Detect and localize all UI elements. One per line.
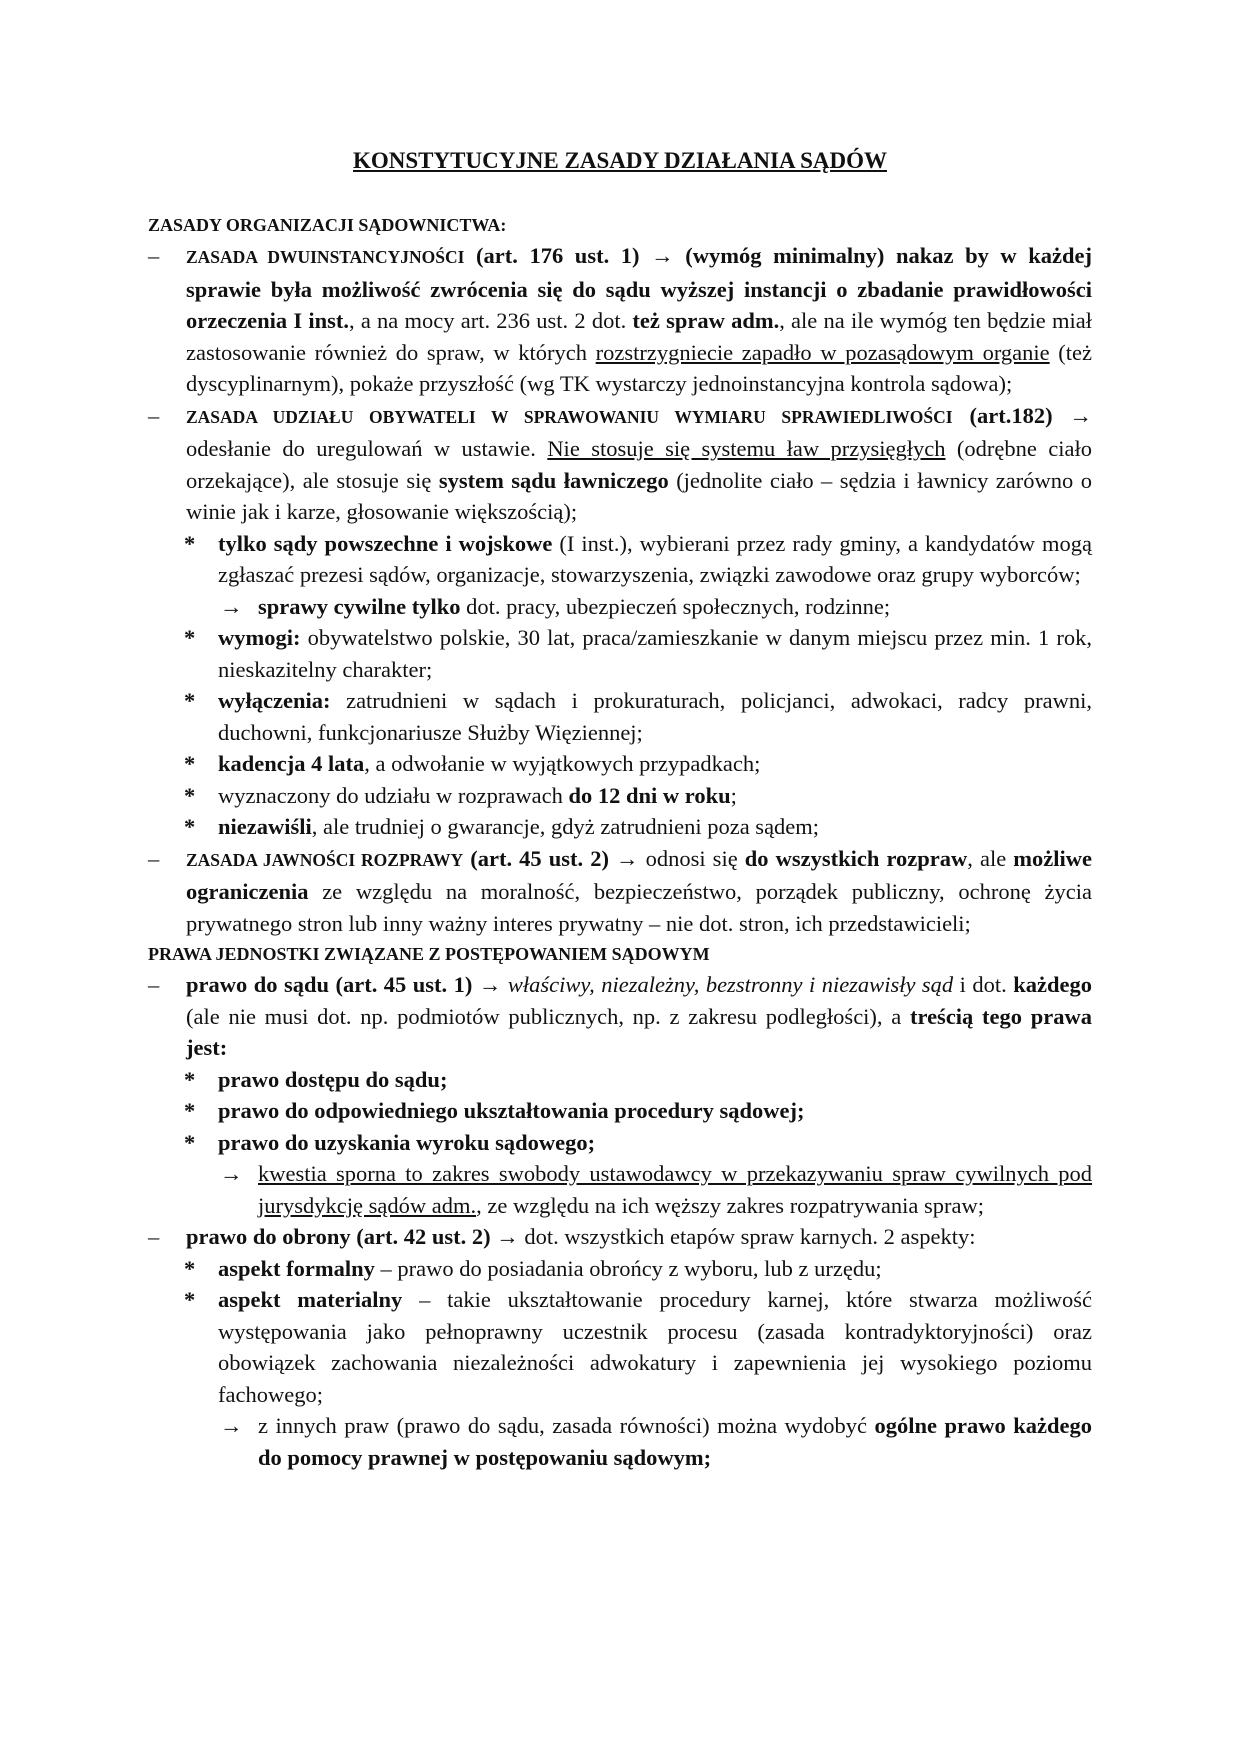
list-item-right-to-court — [148, 969, 1092, 1064]
text-run: system sądu ławniczego — [438, 467, 669, 493]
text-run: , ale — [967, 845, 1014, 871]
star-marker: * — [184, 1287, 196, 1312]
article-ref: (art. 176 ust. 1) — [476, 243, 640, 268]
text-run: , a odwołanie w wyjątkowych przypadkach; — [364, 751, 761, 776]
text-run: prawo do uzyskania wyroku sądowego; — [218, 1129, 596, 1155]
text-run: (wymóg minimalny) — [685, 243, 885, 268]
section-heading-individual-rights: PRAWA JEDNOSTKI ZWIĄZANE Z POSTĘPOWANIEM SĄDOWYM — [148, 944, 710, 964]
text-run: → — [639, 243, 686, 268]
text-run: → odesłanie do uregulowań w ustawie. — [186, 402, 1093, 461]
text-run: i dot. — [953, 972, 1014, 997]
star-marker: * — [184, 625, 196, 650]
star-marker: * — [184, 1098, 196, 1123]
star-marker: * — [184, 782, 196, 808]
star-marker: * — [184, 1066, 196, 1092]
arrow-marker: → — [220, 1413, 243, 1438]
text-run: zatrudnieni w sądach i prokuraturach, policjanci, adwokaci, radcy prawni, duchowni, funkcjonariusze Służby Więziennej; — [218, 688, 1092, 745]
text-run: aspekt formalny — [218, 1255, 375, 1281]
text-run: wymogi: — [218, 625, 301, 650]
dash-marker: – — [148, 1224, 160, 1249]
text-run: prawo do obrony (art. 42 ust. 2) — [186, 1224, 491, 1249]
text-run: do 12 dni w roku — [568, 782, 731, 808]
text-run: nakaz by w każdej sprawie była możliwość zwrócenia się do sądu wyższej instancji o zbadanie prawidłowości orzeczenia I inst. — [186, 243, 1093, 333]
text-run: (też dyscyplinarnym), pokaże przyszłość (wg TK wystarczy jednoinstancyjna kontrola sądowa); — [186, 339, 1092, 396]
text-run: prawo dostępu do sądu; — [218, 1066, 448, 1092]
text-run: (I inst.), wybierani przez rady gminy, a kandydatów mogą zgłaszać prezesi sądów, organizacje, stowarzyszenia, związki zawodowe oraz grupy wyborców; — [218, 530, 1092, 587]
article-ref: (art.182) — [969, 402, 1053, 428]
dash-marker: – — [148, 243, 160, 268]
arrow-item — [148, 1158, 1092, 1221]
text-run: możliwe ograniczenia — [186, 845, 1092, 904]
arrow-marker: → — [220, 593, 243, 619]
sub-item — [148, 780, 1092, 812]
sub-item — [148, 528, 1092, 591]
text-run: każdego — [1013, 972, 1092, 997]
text-run: kwestia sporna to zakres swobody ustawodawcy w przekazywaniu spraw cywilnych pod jurysdykcję sądów adm. — [258, 1161, 1092, 1218]
text-run: kadencja 4 lata — [218, 751, 365, 776]
text-run: , a na mocy art. 236 ust. 2 dot. — [349, 308, 633, 333]
sub-item — [148, 811, 1092, 843]
principle-name: ZASADA JAWNOŚCI ROZPRAWY — [186, 849, 464, 870]
text-run: ze względu na moralność, bezpieczeństwo, porządek publiczny, ochronę życia prywatnego stron lub inny ważny interes prywatny – nie dot. stron, ich przedstawicieli; — [186, 879, 1092, 936]
page-title: KONSTYTUCYJNE ZASADY DZIAŁANIA SĄDÓW — [353, 148, 887, 173]
text-run: niezawiśli — [218, 814, 312, 839]
text-run: prawo do sądu (art. 45 ust. 1) — [186, 972, 473, 997]
text-run: właściwy, niezależny, bezstronny i niezawisły sąd — [507, 972, 954, 997]
sub-item — [148, 748, 1092, 780]
text-run: (odrębne ciało orzekające), ale stosuje się — [186, 436, 1093, 493]
text-run: ogólne prawo każdego do pomocy prawnej w postępowaniu sądowym; — [258, 1413, 1092, 1470]
list-item-dual-instance — [148, 240, 1092, 400]
principle-name: ZASADA UDZIAŁU OBYWATELI W SPRAWOWANIU WYMIARU SPRAWIEDLIWOŚCI — [186, 406, 953, 427]
star-marker: * — [184, 688, 196, 713]
arrow-marker: → — [220, 1161, 243, 1186]
text-run: do wszystkich rozpraw — [744, 845, 968, 871]
sub-item — [148, 1284, 1092, 1410]
sub-item — [148, 685, 1092, 748]
sub-item — [148, 1127, 1092, 1159]
principle-name: ZASADA DWUINSTANCYJNOŚCI — [186, 247, 465, 267]
arrow-item — [148, 591, 1092, 623]
text-run: (ale nie musi dot. np. podmiotów publicznych, np. z zakresu podległości), a — [186, 1003, 910, 1029]
text-run: , ale na ile wymóg ten będzie miał zastosowanie również do spraw, w których — [186, 308, 1092, 365]
text-run: – takie ukształtowanie procedury karnej, które stwarza możliwość występowania jako pełnoprawny uczestnik procesu (zasada kontradyktoryjności) oraz obowiązek zachowania niezależności adwokatury i zapewnienia jej wysokiego poziomu fachowego; — [218, 1287, 1092, 1407]
list-item-right-to-defense — [148, 1221, 1092, 1253]
text-run: dot. pracy, ubezpieczeń społecznych, rodzinne; — [460, 593, 891, 619]
text-run — [884, 243, 896, 268]
star-marker: * — [184, 530, 196, 556]
text-run: rozstrzygniecie zapadło w pozasądowym organie — [595, 339, 1050, 365]
text-run: ; — [730, 782, 737, 808]
dash-marker: – — [148, 972, 160, 997]
document-body — [148, 210, 1092, 1473]
arrow-item — [148, 1410, 1092, 1473]
text-run: wyznaczony do udziału w rozprawach — [218, 782, 569, 808]
section-heading-organization: ZASADY ORGANIZACJI SĄDOWNICTWA: — [148, 215, 507, 235]
text-run: sprawy cywilne tylko — [258, 593, 461, 619]
sub-item — [148, 622, 1092, 685]
text-run: z innych praw (prawo do sądu, zasada równości) można wydobyć — [258, 1413, 875, 1438]
text-run: → — [472, 972, 508, 997]
star-marker: * — [184, 814, 196, 839]
text-run: też spraw adm. — [632, 308, 780, 333]
text-run: prawo do odpowiedniego ukształtowania procedury sądowej; — [218, 1098, 805, 1123]
text-run: tylko sądy powszechne i wojskowe — [218, 530, 553, 556]
text-run: – prawo do posiadania obrońcy z wyboru, lub z urzędu; — [374, 1255, 882, 1281]
list-item-public-hearing — [148, 843, 1092, 940]
text-run: , ze względu na ich węższy zakres rozpatrywania spraw; — [476, 1192, 984, 1218]
text-run: → dot. wszystkich etapów spraw karnych. 2 aspekty: — [490, 1224, 976, 1249]
text-run: Nie stosuje się systemu ław przysięgłych — [547, 436, 946, 461]
text-run: wyłączenia: — [218, 688, 331, 713]
list-item-citizen-participation — [148, 400, 1092, 528]
text-run: obywatelstwo polskie, 30 lat, praca/zamieszkanie w danym miejscu przez min. 1 rok, nieskazitelny charakter; — [218, 625, 1092, 682]
star-marker: * — [184, 1129, 196, 1155]
star-marker: * — [184, 751, 196, 776]
text-run: treścią tego prawa jest: — [186, 1003, 1092, 1060]
article-ref: (art. 45 ust. 2) — [470, 845, 609, 871]
text-run: → odnosi się — [608, 845, 745, 871]
dash-marker: – — [148, 402, 160, 428]
star-marker: * — [184, 1255, 196, 1281]
sub-item — [148, 1253, 1092, 1285]
text-run: , ale trudniej o gwarancje, gdyż zatrudnieni poza sądem; — [311, 814, 820, 839]
dash-marker: – — [148, 845, 160, 871]
sub-item — [148, 1095, 1092, 1127]
sub-item — [148, 1064, 1092, 1096]
text-run: (jednolite ciało – sędzia i ławnicy zarówno o winie jak i karze, głosowanie większością); — [186, 467, 1092, 524]
text-run: aspekt materialny — [218, 1287, 403, 1312]
